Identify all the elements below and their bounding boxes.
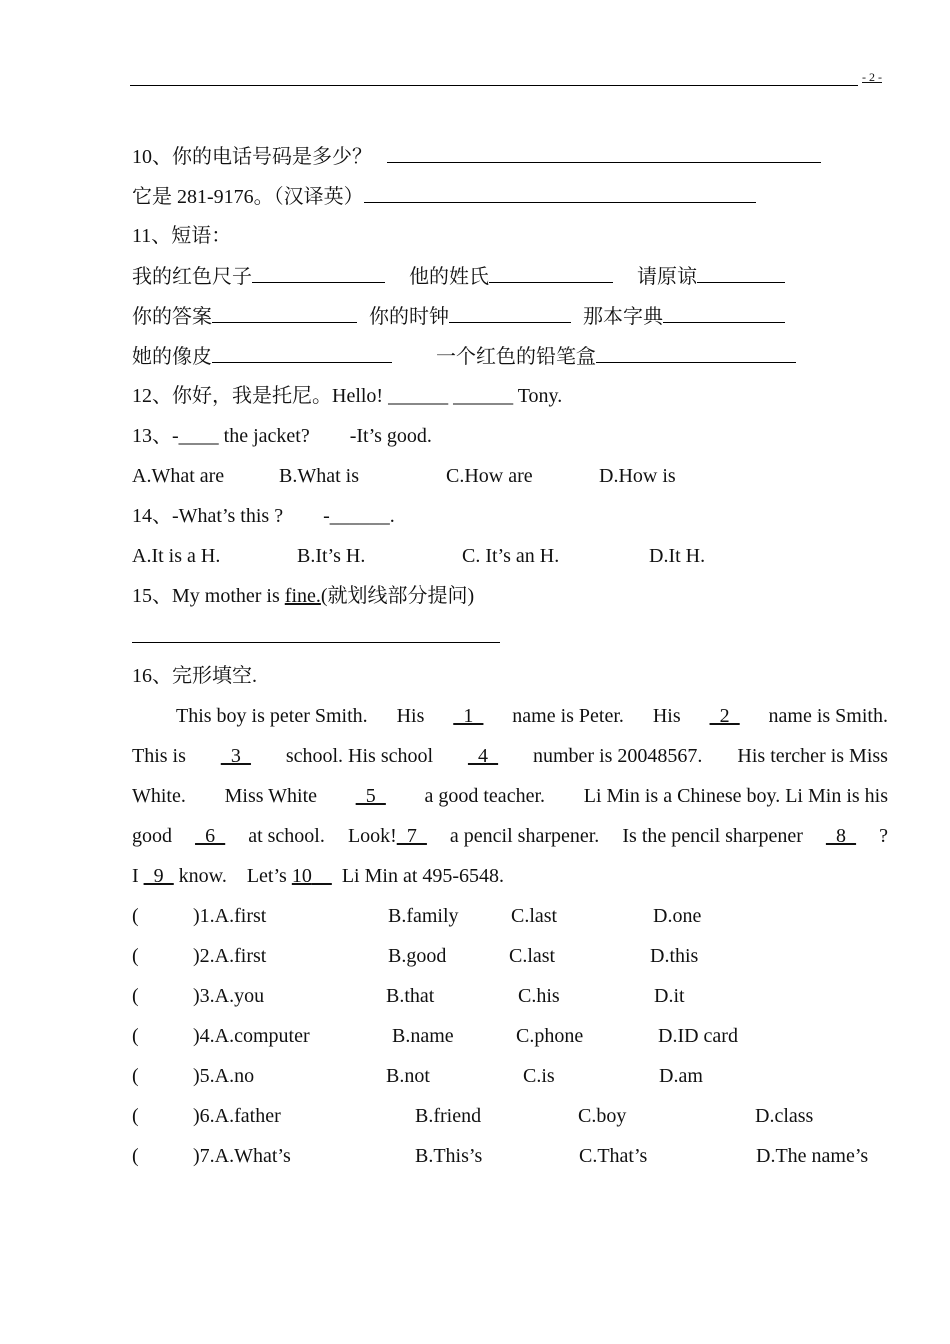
choice-a[interactable]: )5.A.no (193, 1065, 255, 1087)
choice-b[interactable]: B.friend (415, 1105, 482, 1127)
phrase-blank[interactable] (212, 344, 392, 363)
passage-text: His (396, 705, 425, 727)
phrase-blank[interactable] (449, 304, 571, 323)
passage-blank-8: _8_ (825, 825, 856, 847)
passage-text: Li Min at 495-6548. (341, 865, 505, 887)
choice-b[interactable]: B.family (388, 905, 459, 927)
passage-blank-4: _4_ (468, 745, 499, 767)
choice-d[interactable]: D.this (650, 945, 699, 967)
choice-c[interactable]: C.phone (516, 1025, 584, 1047)
q12-text: 12、你好，我是托尼。Hello! ______ ______ Tony. (132, 385, 563, 407)
passage-blank-9: _9_ (143, 865, 174, 887)
choice-c[interactable]: C.That’s (579, 1145, 648, 1167)
choice-c[interactable]: C.last (509, 945, 556, 967)
q13-option-c[interactable]: C.How are (446, 465, 533, 487)
answer-paren[interactable]: ( (132, 985, 139, 1007)
q13-stem: 13、-____ the jacket? -It’s good. (132, 425, 432, 447)
choice-a[interactable]: )7.A.What’s (193, 1145, 291, 1167)
q16-title: 16、完形填空. (132, 665, 257, 687)
choice-b[interactable]: B.that (386, 985, 435, 1007)
passage-text: Is the pencil sharpener (622, 825, 803, 847)
q15-prefix: 15、My mother is (132, 585, 285, 607)
passage-text: school. His school (285, 745, 434, 767)
answer-paren[interactable]: ( (132, 905, 139, 927)
q13-option-a[interactable]: A.What are (132, 465, 225, 487)
q10-translation-blank[interactable] (364, 184, 756, 203)
q14-option-a[interactable]: A.It is a H. (132, 545, 221, 567)
answer-paren[interactable]: ( (132, 1145, 139, 1167)
passage-text: at school. (248, 825, 325, 847)
q13-option-d[interactable]: D.How is (599, 465, 676, 487)
passage-blank-7: _7_ (396, 825, 427, 847)
phrase-label: 一个红色的铅笔盒 (436, 346, 596, 368)
passage-text: a pencil sharpener. (449, 825, 600, 847)
passage-line-1 (132, 704, 888, 728)
choice-d[interactable]: D.class (755, 1105, 814, 1127)
passage-blank-10: 10 (291, 865, 312, 887)
q10-line1 (132, 144, 821, 169)
passage-text: His tercher is Miss (737, 745, 888, 767)
q14-stem: 14、-What’s this ? -______. (132, 505, 395, 527)
passage-line-3 (132, 784, 888, 808)
passage-text: This boy is peter Smith. (176, 705, 368, 727)
phrase-label: 你的答案 (132, 306, 212, 328)
answer-paren[interactable]: ( (132, 1065, 139, 1087)
phrase-label: 我的红色尺子 (132, 266, 252, 288)
q14-option-b[interactable]: B.It’s H. (297, 545, 366, 567)
q15-underlined-word: fine. (284, 585, 321, 607)
passage-text: number is 20048567. (533, 745, 703, 767)
choice-d[interactable]: D.am (659, 1065, 703, 1087)
q11-row2 (132, 304, 785, 329)
page-number: - 2 - (862, 70, 882, 84)
passage-text: Miss White (224, 785, 318, 807)
answer-paren[interactable]: ( (132, 1105, 139, 1127)
choice-c[interactable]: C.his (518, 985, 560, 1007)
phrase-blank[interactable] (212, 304, 357, 323)
choice-b[interactable]: B.not (386, 1065, 430, 1087)
phrase-label: 你的时钟 (369, 306, 449, 328)
q10-instruction-text: 它是 281-9176。（汉译英） (132, 186, 364, 208)
q10-answer-blank[interactable] (387, 144, 821, 163)
q11-row1 (132, 264, 785, 289)
passage-text: ? (879, 825, 888, 847)
choice-b[interactable]: B.This’s (415, 1145, 483, 1167)
passage-blank-5: _5_ (355, 785, 386, 807)
answer-paren[interactable]: ( (132, 1025, 139, 1047)
choice-c[interactable]: C.is (523, 1065, 555, 1087)
choice-a[interactable]: )6.A.father (193, 1105, 281, 1127)
choice-c[interactable]: C.boy (578, 1105, 627, 1127)
choice-d[interactable]: D.one (653, 905, 702, 927)
q15-instruction: (就划线部分提问) (320, 585, 475, 607)
choice-a[interactable]: )2.A.first (193, 945, 267, 967)
q15-answer-blank[interactable] (132, 624, 500, 643)
phrase-blank[interactable] (489, 264, 613, 283)
phrase-blank[interactable] (663, 304, 785, 323)
passage-text: His (652, 705, 681, 727)
choice-b[interactable]: B.good (388, 945, 447, 967)
choice-d[interactable]: D.ID card (658, 1025, 738, 1047)
choice-a[interactable]: )1.A.first (193, 905, 267, 927)
passage-blank-1: _1_ (453, 705, 484, 727)
answer-paren[interactable]: ( (132, 945, 139, 967)
q11-title: 11、短语： (132, 225, 232, 247)
choice-a[interactable]: )4.A.computer (193, 1025, 310, 1047)
q11-row3 (132, 344, 796, 369)
passage-blank-2: _2_ (709, 705, 740, 727)
header-rule (130, 85, 858, 86)
phrase-label: 他的姓氏 (409, 266, 489, 288)
phrase-blank[interactable] (697, 264, 785, 283)
phrase-blank[interactable] (596, 344, 796, 363)
passage-text: I (132, 865, 139, 887)
passage-text: a good teacher. (424, 785, 545, 807)
choice-b[interactable]: B.name (392, 1025, 454, 1047)
choice-c[interactable]: C.last (511, 905, 558, 927)
passage-blank-3: _3_ (220, 745, 251, 767)
q14-option-d[interactable]: D.It H. (649, 545, 706, 567)
passage-line-4 (132, 824, 888, 848)
phrase-label: 那本字典 (583, 306, 663, 328)
phrase-label: 请原谅 (637, 266, 697, 288)
q10-question-text: 10、你的电话号码是多少？ (132, 146, 372, 168)
passage-text: name is Peter. (512, 705, 624, 727)
passage-text: This is (132, 745, 186, 767)
passage-blank-6: _6_ (195, 825, 226, 847)
choice-a[interactable]: )3.A.you (193, 985, 265, 1007)
passage-text: name is Smith. (768, 705, 888, 727)
q15-answer-line (132, 624, 500, 649)
q10-line2 (132, 184, 756, 209)
passage-text: good (132, 825, 172, 847)
passage-text: White. (132, 785, 186, 807)
phrase-blank[interactable] (252, 264, 385, 283)
passage-line-2 (132, 744, 888, 768)
passage-text: Look! (347, 825, 397, 847)
phrase-label: 她的像皮 (132, 346, 212, 368)
q13-option-b[interactable]: B.What is (279, 465, 359, 487)
passage-text: Let’s (246, 865, 287, 887)
q14-option-c[interactable]: C. It’s an H. (462, 545, 560, 567)
passage-text: Li Min is a Chinese boy. Li Min is his (583, 785, 888, 807)
passage-text: know. (178, 865, 227, 887)
choice-d[interactable]: D.it (654, 985, 685, 1007)
passage-line-5 (132, 864, 504, 888)
q15-line (132, 584, 474, 608)
choice-d[interactable]: D.The name’s (756, 1145, 869, 1167)
